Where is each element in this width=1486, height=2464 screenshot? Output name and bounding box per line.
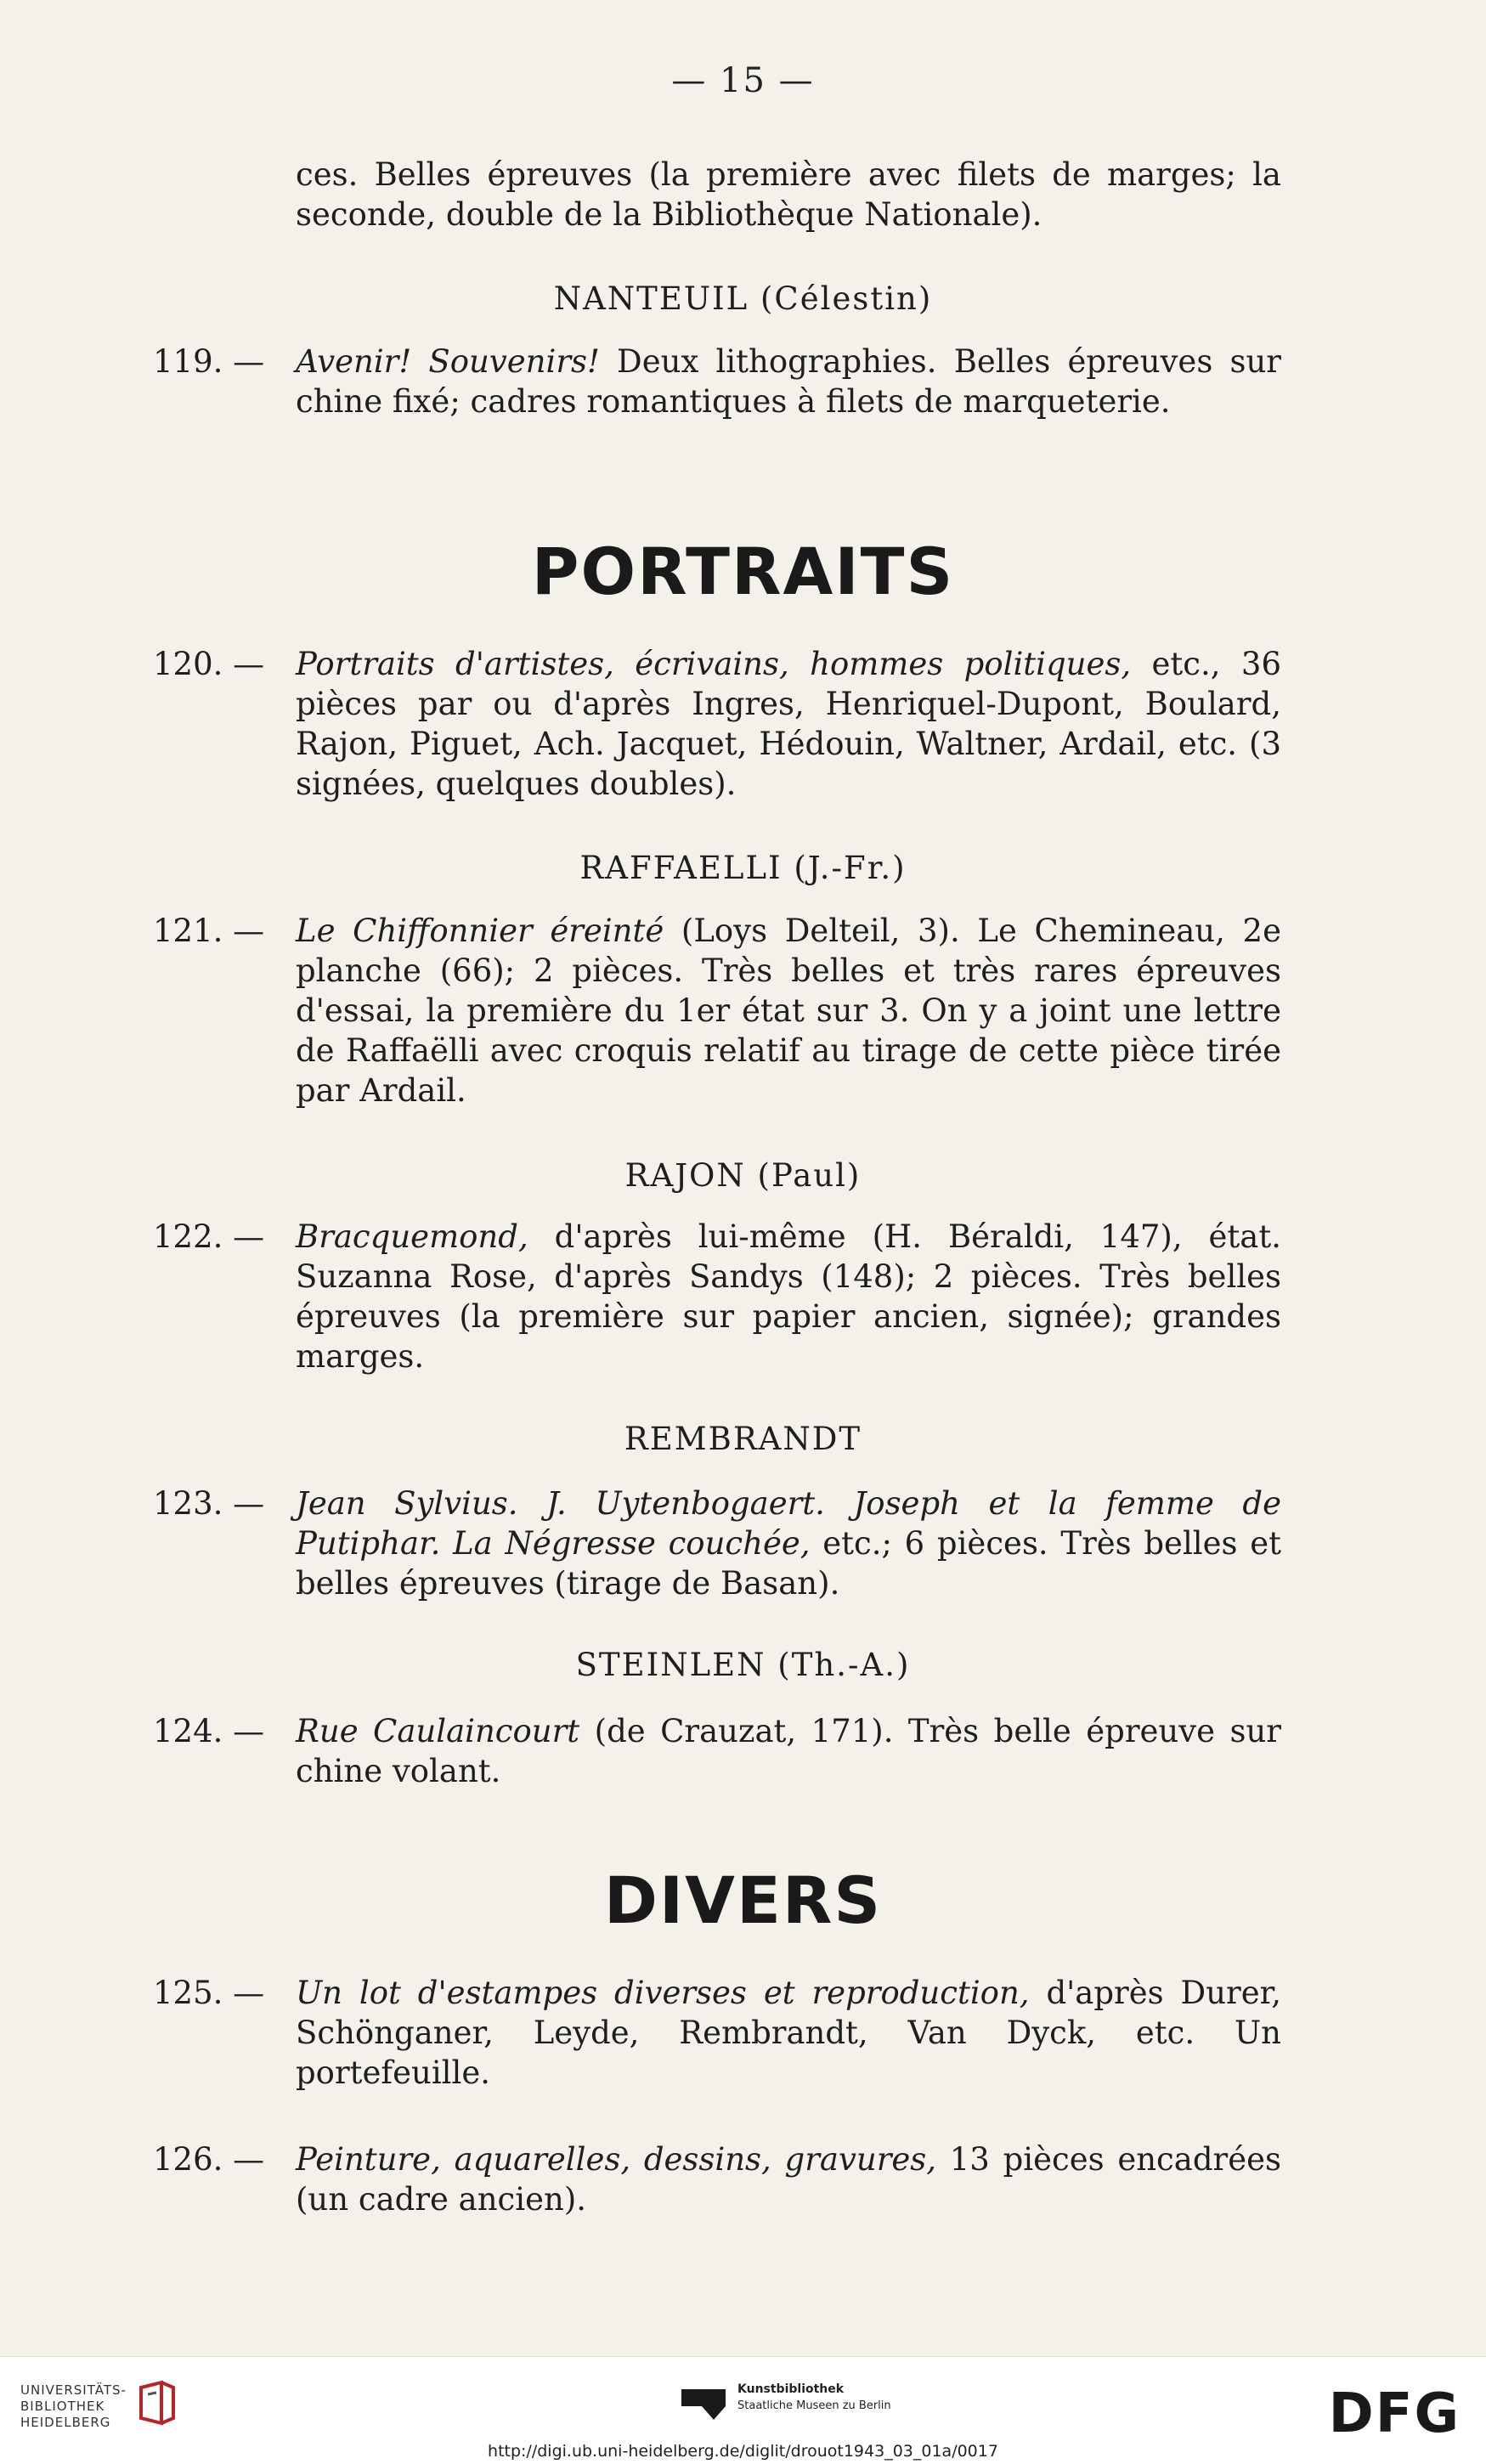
entry-number: 124. — (153, 1713, 265, 1749)
source-url[interactable]: http://digi.ub.uni-heidelberg.de/diglit/drouot1943_03_01a/0017 (488, 2442, 998, 2461)
kunstbibliothek-label: Kunstbibliothek (737, 2382, 845, 2396)
entry-124 (153, 1711, 1281, 1791)
entry-125 (153, 1973, 1281, 2093)
entry-120 (153, 644, 1281, 804)
page-number: — 15 — (671, 61, 815, 100)
museen-label: Staatliche Museen zu Berlin (737, 2399, 891, 2412)
entry-text: Deux lithographies. Belles épreuves sur chine fixé; cadres romantiques à filets de marqueterie. (296, 343, 1281, 420)
entry-title: Portraits d'artistes, écrivains, hommes politiques, (296, 646, 1132, 682)
entry-text: etc., 36 pièces par ou d'après Ingres, Henriquel-Dupont, Boulard, Rajon, Piguet, Ach. Jacquet, Hédouin, Waltner, Ardail, etc. (3 signées, quelques doubles). (296, 646, 1281, 802)
university-library-logo-text: UNIVERSITÄTS- BIBLIOTHEK HEIDELBERG (20, 2382, 127, 2430)
entry-title: Jean Sylvius. J. Uytenbogaert. Joseph et la femme de Putiphar. La Négresse couchée, (296, 1485, 1281, 1562)
entry-number: 126. — (153, 2141, 265, 2178)
digitization-footer (0, 2356, 1486, 2464)
entry-text: (de Crauzat, 171). Très belle épreuve sur chine volant. (296, 1713, 1281, 1789)
entry-title: Un lot d'estampes diverses et reproduction, (296, 1975, 1030, 2011)
heading-raffaelli: RAFFAELLI (J.-Fr.) (579, 850, 907, 886)
entry-title: Avenir! Souvenirs! (296, 343, 600, 380)
entry-text: d'après Durer, Schönganer, Leyde, Rembrandt, Van Dyck, etc. Un portefeuille. (296, 1975, 1281, 2091)
entry-126 (153, 2139, 1281, 2219)
heading-nanteuil: NANTEUIL (Célestin) (553, 280, 933, 317)
entry-text: d'après lui-même (H. Béraldi, 147), état. Suzanna Rose, d'après Sandys (148); 2 pièces. Très belles épreuves (la première sur papier ancien, signée); grandes marges. (296, 1218, 1281, 1375)
intro-text: ces. Belles épreuves (la première avec filets de marges; la seconde, double de la Bibliothèque Nationale). (296, 156, 1281, 233)
entry-123 (153, 1483, 1281, 1603)
university-library-logo-icon (136, 2379, 177, 2430)
entry-title: Rue Caulaincourt (296, 1713, 580, 1749)
entry-119 (153, 342, 1281, 421)
entry-122 (153, 1217, 1281, 1376)
section-title-divers: DIVERS (603, 1862, 883, 1938)
dfg-logo: DFG (1328, 2382, 1461, 2445)
entry-title: Le Chiffonnier éreinté (296, 913, 664, 949)
entry-number: 121. — (153, 913, 265, 949)
entry-number: 125. — (153, 1975, 265, 2011)
entry-number: 119. — (153, 343, 265, 380)
entry-number: 122. — (153, 1218, 265, 1255)
heading-rembrandt: REMBRANDT (624, 1421, 862, 1457)
entry-text: 13 pièces encadrées (un cadre ancien). (296, 2141, 1281, 2218)
entry-title: Peinture, aquarelles, dessins, gravures, (296, 2141, 937, 2178)
entry-title: Bracquemond, (296, 1218, 528, 1255)
heading-rajon: RAJON (Paul) (624, 1157, 862, 1194)
heading-steinlen: STEINLEN (Th.-A.) (575, 1647, 911, 1683)
entry-121 (153, 911, 1281, 1110)
entry-number: 120. — (153, 646, 265, 682)
kunstbibliothek-mark-icon (680, 2386, 727, 2423)
entry-text: etc.; 6 pièces. Très belles et belles épreuves (tirage de Basan). (296, 1525, 1281, 1602)
entry-text: (Loys Delteil, 3). Le Chemineau, 2e planche (66); 2 pièces. Très belles et très rares épreuves d'essai, la première du 1er état sur 3. On y a joint une lettre de Raffaëlli avec croquis relatif au tirage de cette pièce tirée par Ardail. (296, 913, 1281, 1109)
section-title-portraits: PORTRAITS (531, 534, 955, 609)
entry-number: 123. — (153, 1485, 265, 1522)
